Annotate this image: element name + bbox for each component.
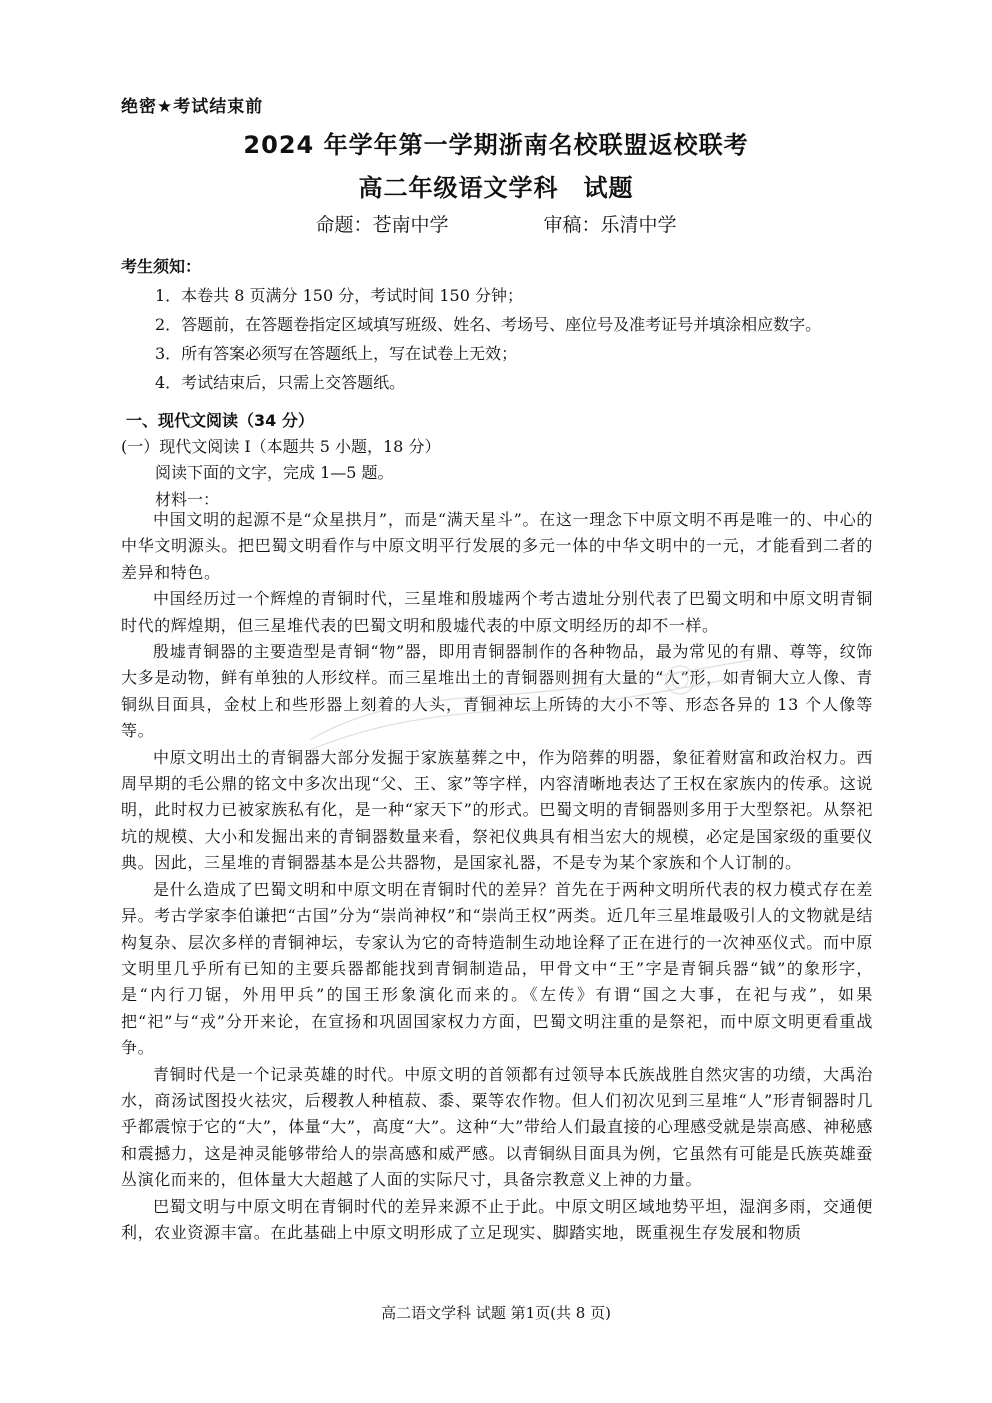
paragraph: 青铜时代是一个记录英雄的时代。中原文明的首领都有过领导本氏族战胜自然灾害的功绩，大禹治水，商汤试图投火祛灾，后稷教人种植菽、黍、粟等农作物。但人们初次见到三星堆“人”形青铜器时几乎都震惊于它的“大”，体量“大”，高度“大”。这种“大”带给人们最直接的心理感受就是崇高感、神秘感和震撼力，这是神灵能够带给人的崇高感和威严感。以青铜纵目面具为例，它虽然有可能是氏族英雄蚕丛演化而来的，但体量大大超越了人面的实际尺寸，具备宗教意义上神的力量。 xyxy=(121,1064,873,1190)
section-instruction: 阅读下面的文字，完成 1—5 题。 xyxy=(155,463,394,482)
exam-subtitle: 高二年级语文学科 试题 xyxy=(358,174,634,202)
paragraph: 巴蜀文明与中原文明在青铜时代的差异来源不止于此。中原文明区域地势平坦，湿润多雨，交通便利，农业资源丰富。在此基础上中原文明形成了立足现实、脚踏实地，既重视生存发展和物质 xyxy=(121,1196,873,1242)
notice-item: 3．所有答案必须写在答题纸上，写在试卷上无效； xyxy=(155,344,518,363)
exam-authors: 命题：苍南中学 审稿：乐清中学 xyxy=(315,214,677,236)
material-text xyxy=(121,507,873,1246)
material-label: 材料一： xyxy=(155,490,220,509)
notice-item: 1．本卷共 8 页满分 150 分，考试时间 150 分钟； xyxy=(155,286,523,305)
notice-item: 2．答题前，在答题卷指定区域填写班级、姓名、考场号、座位号及准考证号并填涂相应数字。 xyxy=(155,315,822,334)
notice-heading: 考生须知： xyxy=(121,257,202,276)
notice-item: 4．考试结束后，只需上交答题纸。 xyxy=(155,373,406,392)
page-footer: 高二语文学科 试题 第1页(共 8 页) xyxy=(381,1304,611,1322)
exam-title: 2024 年学年第一学期浙南名校联盟返校联考 xyxy=(243,131,749,159)
notice-list xyxy=(155,281,821,397)
secret-mark: 绝密★考试结束前 xyxy=(121,97,264,117)
paragraph: 中原文明出土的青铜器大部分发掘于家族墓葬之中，作为陪葬的明器，象征着财富和政治权力。西周早期的毛公鼎的铭文中多次出现“父、王、家”等字样，内容清晰地表达了王权在家族内的传承。这说明，此时权力已被家族私有化，是一种“家天下”的形式。巴蜀文明的青铜器则多用于大型祭祀。从祭祀坑的规模、大小和发掘出来的青铜器数量来看，祭祀仪典具有相当宏大的规模，必定是国家级的重要仪典。因此，三星堆的青铜器基本是公共器物，是国家礼器，不是专为某个家族和个人订制的。 xyxy=(121,747,873,873)
paragraph: 中国经历过一个辉煌的青铜时代，三星堆和殷墟两个考古遗址分别代表了巴蜀文明和中原文明青铜时代的辉煌期，但三星堆代表的巴蜀文明和殷墟代表的中原文明经历的却不一样。 xyxy=(121,589,873,635)
paragraph: 殷墟青铜器的主要造型是青铜“物”器，即用青铜器制作的各种物品，最为常见的有鼎、尊等，纹饰大多是动物，鲜有单独的人形纹样。而三星堆出土的青铜器则拥有大量的“人”形，如青铜大立人像、青铜纵目面具，金杖上和些形器上刻着的人头，青铜神坛上所铸的大小不等、形态各异的 13 个人像等等。 xyxy=(121,642,873,741)
paragraph: 是什么造成了巴蜀文明和中原文明在青铜时代的差异？首先在于两种文明所代表的权力模式存在差异。考古学家李伯谦把“古国”分为“崇尚神权”和“崇尚王权”两类。近几年三星堆最吸引人的文物就是结构复杂、层次多样的青铜神坛，专家认为它的奇特造制生动地诠释了正在进行的一次神巫仪式。而中原文明里几乎所有已知的主要兵器都能找到青铜制造品，甲骨文中“王”字是青铜兵器“钺”的象形字，是“内行刀锯，外用甲兵”的国王形象演化而来的。《左传》有谓“国之大事，在祀与戎”，如果把“祀”与“戎”分开来论，在宣扬和巩固国家权力方面，巴蜀文明注重的是祭祀，而中原文明更看重战争。 xyxy=(121,879,873,1058)
section-subheading: (一）现代文阅读 I（本题共 5 小题，18 分） xyxy=(121,437,441,456)
section-heading: 一、现代文阅读（34 分） xyxy=(126,411,314,430)
paragraph: 中国文明的起源不是“众星拱月”，而是“满天星斗”。在这一理念下中原文明不再是唯一的、中心的中华文明源头。把巴蜀文明看作与中原文明平行发展的多元一体的中华文明中的一元，才能看到二者的差异和特色。 xyxy=(121,510,873,582)
